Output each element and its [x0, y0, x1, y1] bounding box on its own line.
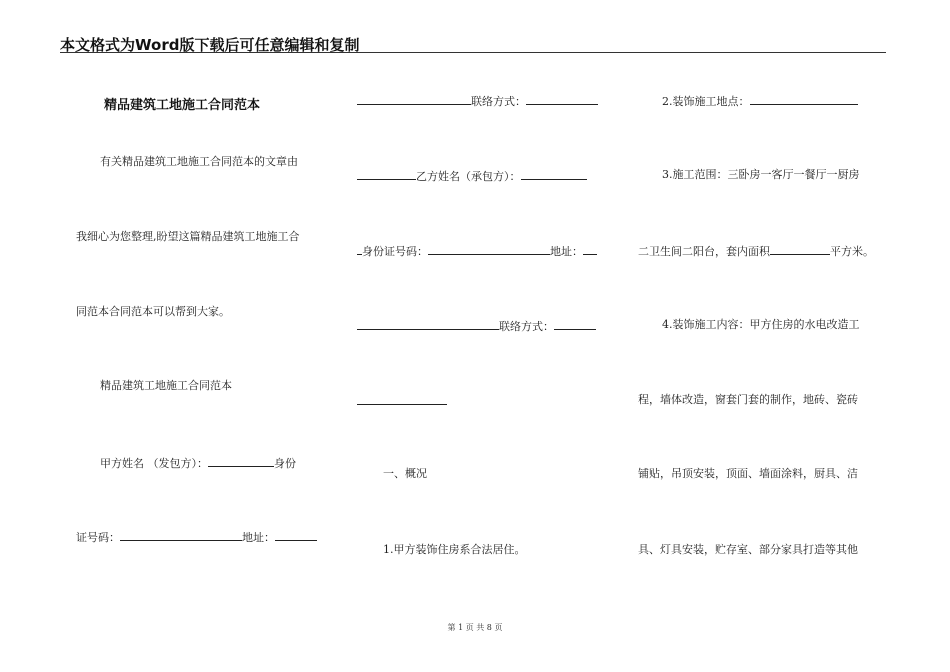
clause-4-line-c: 铺贴，吊顶安装，顶面、墙面涂料，厨具、洁 — [638, 467, 858, 480]
clause-1: 1.甲方装饰住房系合法居住。 — [383, 543, 526, 556]
subtitle-line: 精品建筑工地施工合同范本 — [100, 379, 232, 392]
clause-4-line-d: 具、灯具安装，贮存室、部分家具打造等其他 — [638, 543, 858, 556]
intro-line-1: 有关精品建筑工地施工合同范本的文章由 — [100, 155, 298, 168]
contact-blank-1 — [526, 93, 598, 105]
contact-prefix-blank-1 — [357, 93, 471, 105]
clause-3-line-b — [638, 243, 874, 259]
party-b-label: 乙方姓名（承包方）： — [416, 170, 521, 183]
contact-label-1: 联络方式： — [471, 95, 526, 108]
party-b-address-label: 地址： — [550, 245, 583, 258]
clause-4-line-a: 4.装饰施工内容：甲方住房的水电改造工 — [662, 318, 860, 331]
party-b-prefix-blank — [357, 168, 416, 180]
clause-2-label: 2.装饰施工地点： — [662, 95, 750, 108]
contact-prefix-blank-2 — [357, 318, 499, 330]
party-b-id-label: 身份证号码： — [362, 245, 428, 258]
party-a-id-prefix: 身份 — [274, 457, 296, 470]
party-a-id-line — [76, 529, 317, 545]
section-heading-overview: 一、概况 — [383, 467, 427, 480]
clause-3-line-a: 3.施工范围：三卧房一客厅一餐厅一厨房 — [662, 168, 860, 181]
party-b-id-blank — [428, 243, 550, 255]
document-title: 精品建筑工地施工合同范本 — [104, 98, 261, 113]
party-a-name-blank — [208, 455, 274, 467]
party-a-label: 甲方姓名 （发包方）： — [100, 457, 208, 470]
contact-label-2: 联络方式： — [499, 320, 554, 333]
party-a-address-blank — [275, 529, 317, 541]
contact-blank-2 — [554, 318, 596, 330]
party-b-name-blank — [521, 168, 587, 180]
header-divider — [60, 52, 886, 53]
clause-2-line — [662, 93, 858, 109]
party-b-id-line — [357, 243, 597, 259]
contact-continuation-line — [357, 393, 447, 409]
document-header-banner: 本文格式为Word版下载后可任意编辑和复制 — [60, 36, 360, 54]
party-b-line — [357, 168, 587, 184]
contact-line-2 — [357, 318, 596, 334]
clause-3-area-unit: 平方米。 — [830, 245, 874, 258]
clause-4-line-b: 程，墙体改造，窗套门套的制作，地砖、瓷砖 — [638, 393, 858, 406]
clause-3-area-blank — [770, 243, 830, 255]
party-a-id-blank — [120, 529, 242, 541]
intro-line-3: 同范本合同范本可以帮到大家。 — [76, 305, 230, 318]
intro-line-2: 我细心为您整理,盼望这篇精品建筑工地施工合 — [76, 230, 300, 243]
party-a-line — [100, 455, 296, 471]
party-a-address-label: 地址： — [242, 531, 275, 544]
contact-continuation-blank — [357, 393, 447, 405]
party-b-address-blank — [583, 243, 597, 255]
clause-3-area-label: 二卫生间二阳台，套内面积 — [638, 245, 770, 258]
clause-2-blank — [750, 93, 858, 105]
page-footer: 第 1 页 共 8 页 — [447, 623, 503, 632]
contact-line-1 — [357, 93, 598, 109]
party-a-id-label: 证号码： — [76, 531, 120, 544]
